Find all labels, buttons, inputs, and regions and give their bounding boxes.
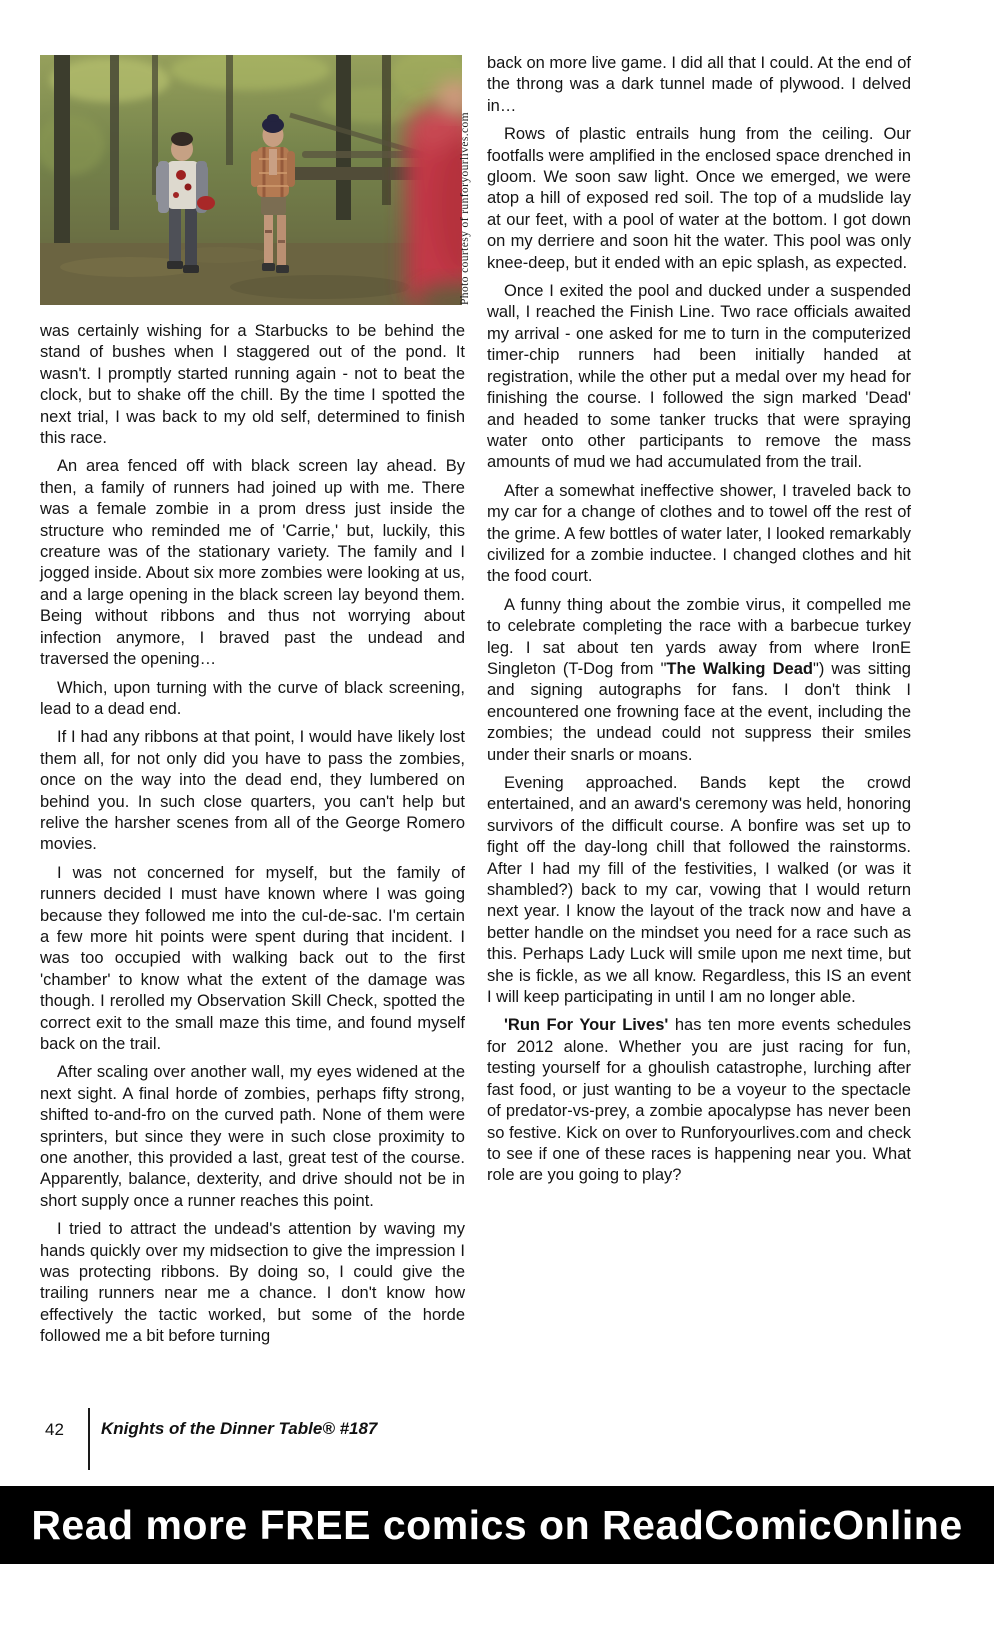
body-text: After scaling over another wall, my eyes widened at the next sight. A final horde of zombies, perhaps fifty strong, shifted to-and-fro on the curved path. None of them were sprinters, but since they were in such close proximity to one another, this provided a last, great test of the course. Apparently, balance, dexterity, and drive should not be in short supply once a runner reaches this point. bbox=[40, 1063, 465, 1210]
body-text: ") was sitting and signing autographs for fans. I don't think I encountered one frowning face at the event, including the zombies; the undead could not suppress their smiles under their snarls or moans. bbox=[487, 659, 911, 764]
body-text: Evening approached. Bands kept the crowd entertained, and an award's ceremony was held, honoring survivors of the difficult course. A bonfire was set up to fight off the day-long chill that followed the rainstorms. After I had my fill of the festivities, I walked (or was it shambled?) back to my car, vowing that I would return next year. I know the layout of the track now and have a better handle on the mindset you need for a race such as this. Perhaps Lady Luck will smile upon me next time, but she is fickle, as we all know. Regardless, this IS an event I will keep participating in until I am no longer able. bbox=[487, 774, 911, 1007]
right-column bbox=[487, 53, 911, 1413]
page-number: 42 bbox=[45, 1420, 64, 1439]
paragraph bbox=[40, 678, 465, 721]
magazine-title: Knights of the Dinner Table® #187 bbox=[101, 1419, 378, 1438]
photo-credit: Photo courtesy of runforyourlives.com bbox=[459, 111, 471, 305]
paragraph bbox=[487, 773, 911, 1008]
article-photo bbox=[40, 55, 462, 305]
paragraph bbox=[40, 727, 465, 855]
paragraph bbox=[40, 456, 465, 670]
body-text: was certainly wishing for a Starbucks to be behind the stand of bushes when I staggered out of the pond. It wasn't. I promptly started running again - not to beat the clock, but to shake off the chill. By the time I spotted the next trial, I was back to my old self, determined to finish this race. bbox=[40, 322, 465, 448]
paragraph bbox=[487, 481, 911, 588]
emphasized-text: The Walking Dead bbox=[666, 659, 813, 678]
body-text: I was not concerned for myself, but the family of runners decided I must have known where I was going because they followed me into the cul-de-sac. I'm certain a few more hit points were spent during that incident. I was too occupied with walking back out to the first 'chamber' to know what the extent of the damage was though. I rerolled my Observation Skill Check, spotted the correct exit to the small maze this time, and found myself back on the trail. bbox=[40, 863, 465, 1053]
body-text: Which, upon turning with the curve of black screening, lead to a dead end. bbox=[40, 678, 465, 718]
body-text: Rows of plastic entrails hung from the ceiling. Our footfalls were amplified in the enclosed space drenched in gloom. We soon saw light. Once we emerged, we were atop a hill of exposed red soil. The top of a mudslide lay at our feet, with a pool of water at the bottom. I got down on my derriere and soon hit the water. This pool was only knee-deep, but it ended with an epic splash, as expected. bbox=[487, 125, 911, 272]
body-text: After a somewhat ineffective shower, I traveled back to my car for a change of clothes and to towel off the rest of the grime. A few bottles of water later, I looked remarkably civilized for a zombie inductee. I changed clothes and hit the food court. bbox=[487, 481, 911, 586]
paragraph bbox=[40, 863, 465, 1056]
foreground-red-runner-blur bbox=[406, 105, 462, 305]
body-text: Once I exited the pool and ducked under a suspended wall, I reached the Finish Line. Two race officials awaited my arrival - one asked for me to turn in the computerized timer-chip runners had been initially handed at registration, while the other put a medal over my head for finishing the course. I followed the sign marked 'Dead' and headed to some tanker trucks that were spraying water onto other participants to remove the mass amounts of mud we had accumulated from the trail. bbox=[487, 282, 911, 472]
readcomiconline-banner[interactable] bbox=[0, 1486, 994, 1564]
body-text: If I had any ribbons at that point, I would have likely lost them all, for not only did you have to pass the zombies, once on the way into the dead end, they lumbered on behind you. In such close quarters, you can't help but relive the harsher scenes from all of the George Romero movies. bbox=[40, 728, 465, 854]
body-text: An area fenced off with black screen lay ahead. By then, a family of runners had joined up with me. There was a female zombie in a prom dress just inside the structure who reminded me of 'Carrie,' but, luckily, this creature was of the stationary variety. The family and I jogged inside. About six more zombies were looking at us, and a large opening in the black screen lay beyond them. Being without ribbons and thus not worrying about infection anymore, I braved past the undead and traversed the opening… bbox=[40, 457, 465, 669]
paragraph bbox=[40, 1062, 465, 1212]
body-text: I tried to attract the undead's attention by waving my hands quickly over my midsection to give the impression I was protecting ribbons. By doing so, I could give the trailing runners near me a chance. I don't know how effectively the tactic worked, but some of the horde followed me a bit before turning bbox=[40, 1220, 465, 1346]
paragraph bbox=[487, 1015, 911, 1186]
paragraph bbox=[487, 595, 911, 766]
footer-divider bbox=[88, 1408, 90, 1470]
paragraph bbox=[40, 321, 465, 449]
paragraph bbox=[40, 1219, 465, 1347]
banner-text[interactable]: Read more FREE comics on ReadComicOnline bbox=[31, 1501, 963, 1548]
body-text: A funny thing about the zombie virus, it compelled me to celebrate completing the race with a barbecue turkey leg. I sat about ten yards away from where IronE Singleton (T-Dog from " bbox=[487, 595, 911, 678]
body-text: back on more live game. I did all that I could. At the end of the throng was a dark tunnel made of plywood. I delved in… bbox=[487, 54, 911, 115]
body-text: has ten more events schedules for 2012 alone. Whether you are just racing for fun, testing yourself for a ghoulish catastrophe, lurching after fast food, or just wanting to be a voyeur to the spectacle of predator-vs-prey, a zombie apocalypse has never been so festive. Kick on over to Runforyourlives.com and check to see if one of these races is happening near you. What role are you going to play? bbox=[487, 1016, 911, 1185]
paragraph bbox=[487, 124, 911, 274]
paragraph bbox=[487, 281, 911, 474]
left-column bbox=[40, 321, 465, 1411]
emphasized-text: 'Run For Your Lives' bbox=[504, 1016, 669, 1035]
paragraph bbox=[487, 53, 911, 117]
forest-zombies-illustration bbox=[40, 55, 462, 305]
